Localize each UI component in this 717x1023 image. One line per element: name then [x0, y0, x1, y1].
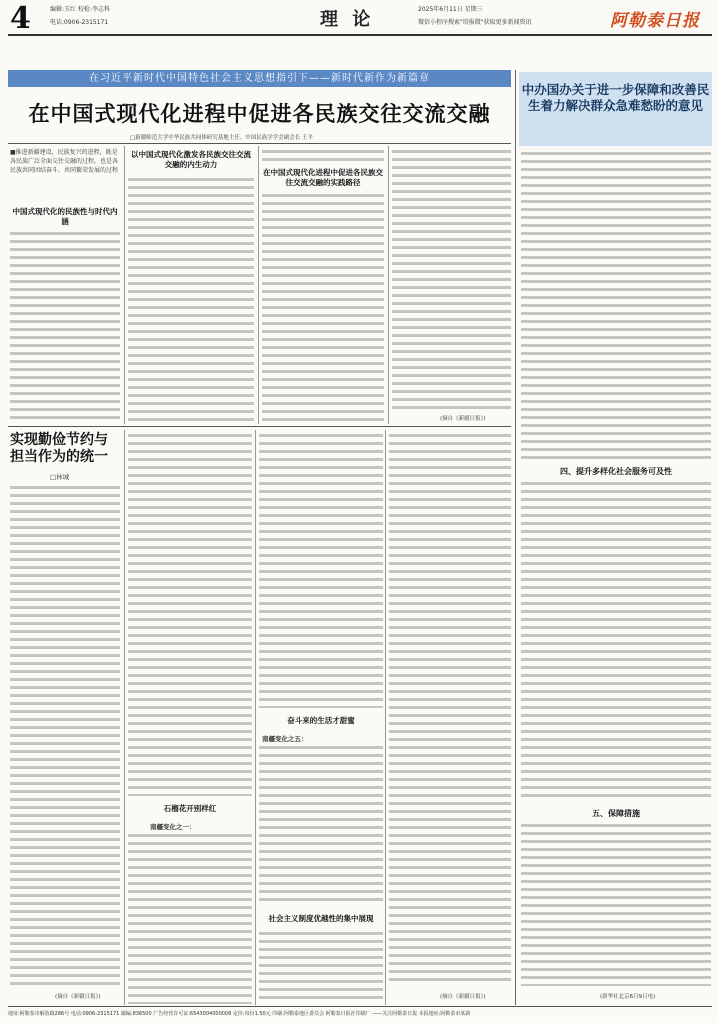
- date-line: 2025年6月11日 星期三: [418, 6, 483, 13]
- footer-info: 地址:阿勒泰市解放路286号 电话:0906-2315171 邮编:836500 广告经营许可证:6543004000008 定价:每份1.50元 印刷:阿勒泰地区委员会 阿勒泰日报社印刷厂 ——关注阿勒泰日报 本报地址:阿勒泰市某路: [8, 1011, 471, 1017]
- topic-banner: 在习近平新时代中国特色社会主义思想指引下——新时代新作为新篇章: [8, 70, 511, 87]
- article-text: [128, 834, 252, 1004]
- main-article-byline: □新疆师范大学中华民族共同体研究基地主任、中国民族学学会副会长 王平: [130, 135, 313, 141]
- right-article-title: 中办国办关于进一步保障和改善民生着力解决群众急难愁盼的意见: [521, 82, 710, 113]
- article-subhead: 奋斗来的生活才甜蜜: [287, 716, 355, 725]
- article-abstract: ■推进新疆建设，民族复兴的进程，既是各民族广泛全面交往交融的过程，也是各民族共同团结奋斗、共同繁荣发展的过程: [10, 149, 119, 174]
- subhead-lead: 南疆变化之一：: [150, 823, 196, 831]
- newspaper-logo: 阿勒泰日报: [610, 11, 700, 31]
- article-text: [128, 178, 254, 422]
- article-text: [262, 150, 384, 164]
- header-rule: [8, 34, 712, 36]
- section-heading: 五、保障措施: [592, 809, 640, 818]
- section-heading: 四、提升多样化社会服务可及性: [560, 467, 672, 476]
- phone-info: 电话:0906-2315171: [50, 19, 109, 26]
- article-text: [10, 232, 120, 422]
- article-subhead: 社会主义制度优越性的集中展现: [268, 914, 374, 923]
- source-note: (摘自《新疆日报》): [440, 416, 486, 422]
- article-text: [389, 434, 511, 984]
- article-text: [259, 434, 383, 708]
- article-subhead: 中国式现代化的民族性与时代内涵: [12, 207, 118, 226]
- main-article-title: 在中国式现代化进程中促进各民族交往交流交融: [28, 101, 491, 126]
- divider: [255, 430, 256, 1005]
- article-text: [259, 932, 383, 1004]
- divider: [515, 70, 516, 1005]
- article-text: [521, 152, 711, 462]
- source-note: (摘自《新疆日报》): [440, 994, 486, 1000]
- article-subhead: 石榴花开别样红: [163, 804, 217, 813]
- divider: [388, 146, 389, 424]
- section-title: 理 论: [320, 9, 375, 30]
- source-note: (摘自《新疆日报》): [55, 994, 101, 1000]
- divider: [385, 430, 386, 1005]
- article-text: [10, 486, 120, 986]
- subhead-lead: 南疆变化之五：: [262, 735, 308, 743]
- source-note: (新华社北京6月9日电): [600, 994, 656, 1000]
- section-rule: [8, 426, 511, 427]
- editor-info: 编辑:玉红 校检:李志科: [50, 6, 110, 13]
- footer-rule: [8, 1006, 712, 1007]
- divider: [258, 146, 259, 424]
- article-subhead: 在中国式现代化进程中促进各民族交往交流交融的实践路径: [263, 168, 383, 187]
- title-rule: [8, 143, 511, 144]
- page-number: 4: [10, 1, 31, 36]
- divider: [124, 430, 125, 1005]
- article-text: [392, 150, 511, 412]
- article-subhead: 以中国式现代化激发各民族交往交流交融的内生动力: [131, 150, 251, 169]
- article-text: [128, 434, 252, 796]
- article-text: [259, 746, 383, 906]
- column-author: □林城: [50, 473, 70, 481]
- article-text: [262, 194, 384, 422]
- miniapp-note: 微信小程序搜索"塔报微"获取更多新闻资讯: [418, 19, 532, 26]
- divider: [124, 146, 125, 424]
- column-title: 实现勤俭节约与担当作为的统一: [10, 432, 108, 465]
- article-text: [521, 482, 711, 802]
- article-text: [521, 824, 711, 986]
